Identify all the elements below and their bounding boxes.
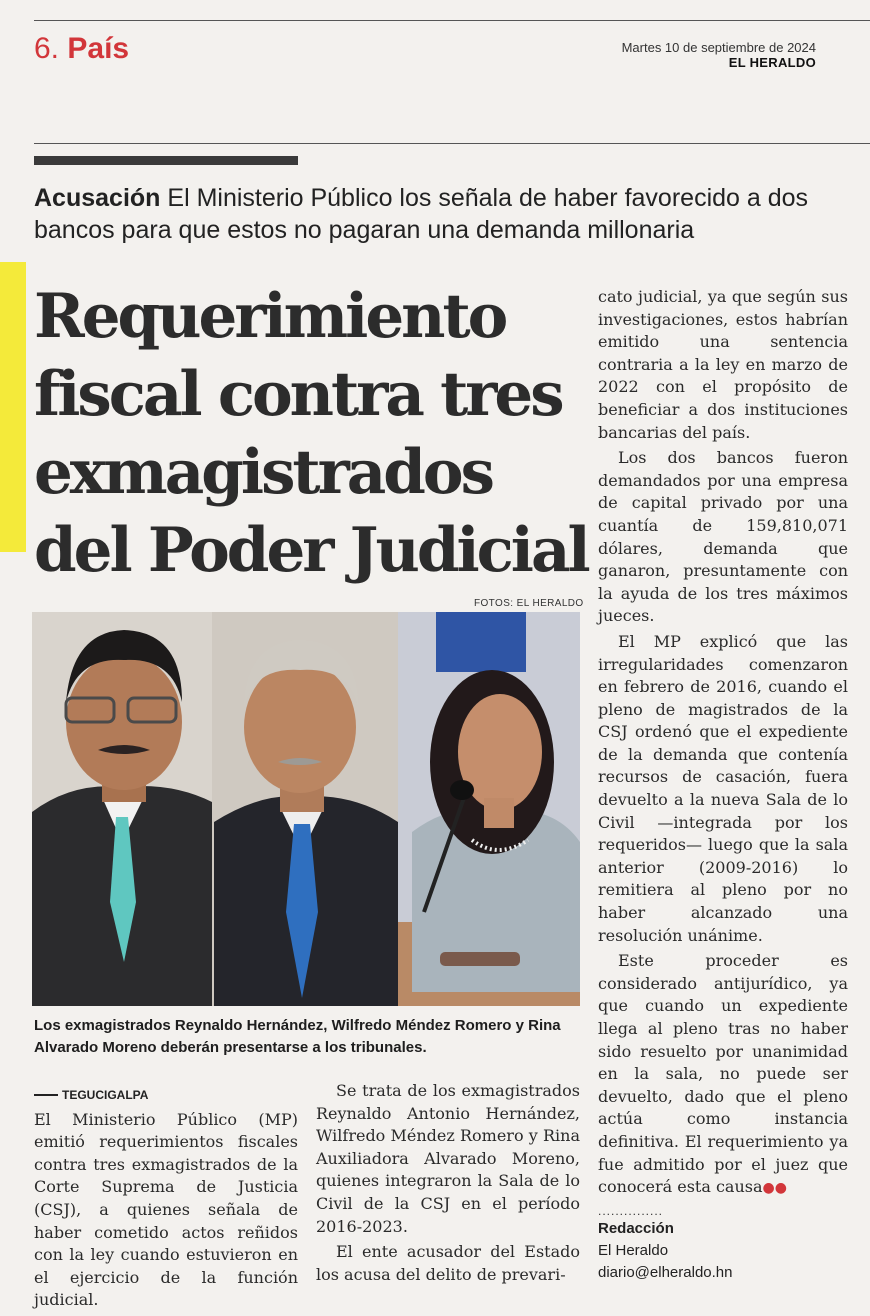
section-name: País [67, 32, 130, 65]
article-paragraph: El MP explicó que las irregularidades comenzaron en febrero de 2016, cuando el pleno de magistrados de la CSJ ordenó que el expediente de la demanda que contenía recursos de casación, fuera devuelto a la nueva Sala de lo Civil —integrada por los requeridos— luego que la sala anterior (2009-2016) lo remitiera al pleno por no haber alcanzado una resolución unánime. [598, 631, 848, 945]
page-number: 6. [34, 32, 60, 65]
photo-caption: Los exmagistrados Reynaldo Hernández, Wilfredo Méndez Romero y Rina Alvarado Moreno deberán presentarse a los tribunales. [34, 1017, 561, 1056]
article-paragraph [598, 950, 848, 1200]
byline-outlet: El Heraldo [598, 1242, 669, 1259]
kicker [34, 182, 854, 246]
place-dash [34, 1094, 58, 1096]
byline-role: Redacción [598, 1220, 674, 1237]
photo-credit: FOTOS: EL HERALDO [474, 598, 584, 609]
kicker-label: Acusación [34, 184, 161, 212]
article-column-3 [598, 286, 848, 1203]
kicker-text: El Ministerio Público los señala de haber favorecido a dos bancos para que estos no pagaran una demanda millonaria [34, 184, 809, 244]
headline-line: del Poder Judicial [34, 515, 588, 586]
article-paragraph: cato judicial, ya que según sus investigaciones, estos habrían emitido una sentencia contraria a la ley en marzo de 2022 con el propósito de beneficiar a dos instituciones bancarias del país. [598, 287, 848, 442]
photo-illustration [32, 612, 580, 1006]
headline-line: exmagistrados [34, 437, 492, 508]
section-bar [34, 156, 298, 165]
end-mark-icon: ●● [762, 1180, 787, 1197]
top-rule [34, 20, 870, 21]
byline-email: diario@elheraldo.hn [598, 1264, 733, 1281]
dateline-place [34, 1084, 298, 1107]
article-paragraph: El Ministerio Público (MP) emitió requerimientos fiscales contra tres exmagistrados de la Corte Suprema de Justicia (CSJ), a quienes señala de haber cometido actos reñidos con la ley cuando estuvieron en el ejercicio de la función judicial. [34, 1109, 298, 1310]
newspaper-name: EL HERALDO [728, 55, 816, 70]
article-paragraph: Se trata de los exmagistrados Reynaldo Antonio Hernández, Wilfredo Méndez Romero y Rina Auxiliadora Alvarado Moreno, quienes integraron la Sala de lo Civil de la CSJ en el período 2016-2023. [316, 1081, 580, 1236]
headline-line: Requerimiento [34, 281, 506, 352]
article-paragraph: Los dos bancos fueron demandados por una empresa de capital privado por una cuantía de 159,810,071 dólares, demanda que ganaron, presuntamente con la ayuda de los tres máximos jueces. [598, 448, 848, 626]
news-photo [32, 612, 580, 1006]
dateline [622, 40, 816, 70]
header-rule [34, 143, 870, 144]
issue-date: Martes 10 de septiembre de 2024 [621, 40, 816, 55]
article-paragraph: El ente acusador del Estado los acusa del delito de prevari- [316, 1242, 580, 1284]
headline-line: fiscal contra tres [34, 359, 562, 430]
byline [598, 1218, 732, 1284]
marker-highlight [0, 262, 26, 552]
byline-separator: ............... [598, 1204, 664, 1218]
article-column-1 [34, 1084, 298, 1315]
page-folio [34, 32, 129, 66]
headline [34, 278, 594, 590]
article-column-2 [316, 1080, 580, 1289]
final-paragraph-text: Este proceder es considerado antijurídico, ya que cuando un expediente llega al pleno tras no haber sido resuelto por unanimidad en la sala, no puede ser devuelto, dado que el pleno actúa como instancia definitiva. El requerimiento ya fue admitido por el juez que conocerá esta causa [598, 951, 848, 1197]
place-name: TEGUCIGALPA [62, 1088, 149, 1102]
